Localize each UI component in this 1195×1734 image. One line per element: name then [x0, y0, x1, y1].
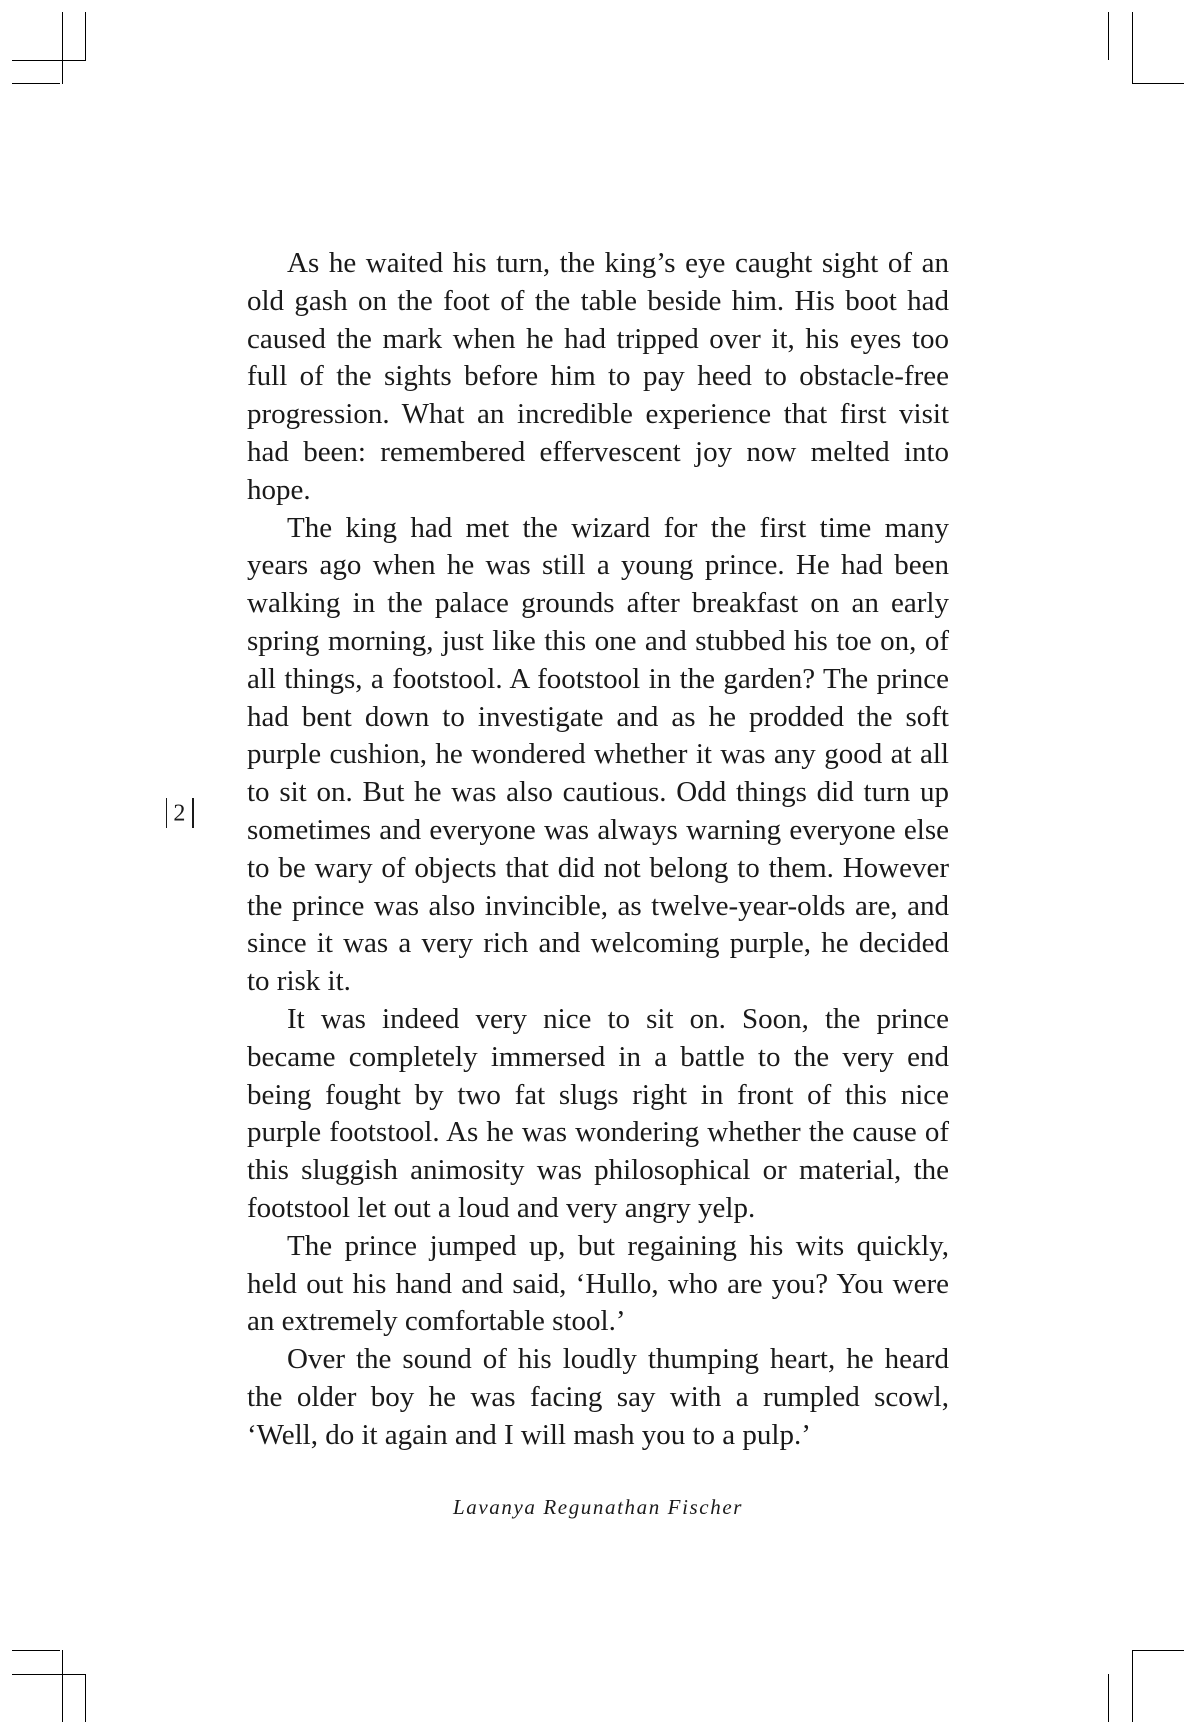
crop-mark-top-left-horizontal	[12, 83, 60, 84]
page-number-left-rule	[166, 798, 167, 828]
crop-mark-bottom-left-vertical	[62, 1650, 63, 1722]
body-text	[247, 245, 949, 1455]
crop-mark-top-right-vertical-inner	[1132, 12, 1133, 84]
page-number-value: 2	[173, 800, 187, 827]
crop-mark-bottom-right-vertical	[1108, 1674, 1109, 1722]
crop-mark-bottom-right-horizontal	[1132, 1650, 1184, 1651]
paragraph-1: As he waited his turn, the king’s eye caught sight of an old gash on the foot of the table beside him. His boot had caused the mark when he had tripped over it, his eyes too full of the sights before him to pay heed to obstacle-free progression. What an incredible experience that first visit had been: remembered effervescent joy now melted into hope.	[247, 247, 949, 506]
page-number-right-rule	[192, 798, 193, 828]
paragraph-5: Over the sound of his loudly thumping heart, he heard the older boy he was facing say with a rumpled scowl, ‘Well, do it again and I will mash you to a pulp.’	[247, 1343, 949, 1451]
crop-mark-top-left-vertical-inner	[85, 12, 86, 60]
crop-mark-bottom-left-horizontal	[12, 1650, 60, 1651]
paragraph-3: It was indeed very nice to sit on. Soon, the prince became completely immersed in a battle to the very end being fought by two fat slugs right in front of this nice purple footstool. As he was wondering whether the cause of this sluggish animosity was philosophical or material, the footstool let out a loud and very angry yelp.	[247, 1002, 949, 1224]
crop-mark-bottom-left-horizontal-inner	[12, 1674, 86, 1675]
crop-mark-top-right-vertical	[1108, 12, 1109, 60]
crop-mark-top-right-horizontal	[1132, 83, 1184, 84]
page-number	[160, 797, 200, 828]
crop-mark-bottom-left-vertical-inner	[85, 1674, 86, 1722]
paragraph-2: The king had met the wizard for the first time many years ago when he was still a young prince. He had been walking in the palace grounds after breakfast on an early spring morning, just like this one and stubbed his toe on, of all things, a footstool. A footstool in the garden? The prince had bent down to investigate and as he prodded the soft purple cushion, he wondered whether it was any good at all to sit on. But he was also cautious. Odd things did turn up sometimes and everyone was always warning everyone else to be wary of objects that did not belong to them. However the prince was also invincible, as twelve-year-olds are, and since it was a very rich and welcoming purple, he decided to risk it.	[247, 511, 949, 998]
crop-mark-bottom-right-vertical-inner	[1132, 1650, 1133, 1722]
crop-mark-top-left-vertical	[62, 12, 63, 84]
crop-mark-top-left-horizontal-inner	[12, 60, 86, 61]
paragraph-4: The prince jumped up, but regaining his wits quickly, held out his hand and said, ‘Hullo, who are you? You were an extremely comfortable stool.’	[247, 1229, 949, 1338]
running-footer-author: Lavanya Regunathan Fischer	[452, 1495, 744, 1519]
